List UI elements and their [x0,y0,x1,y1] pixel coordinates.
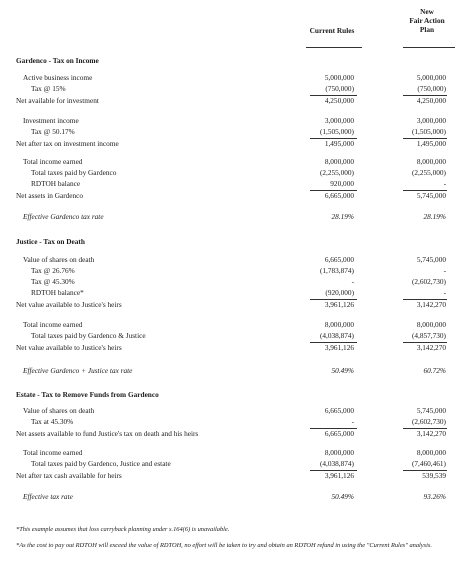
table-row [0,299,467,310]
current-value: 1,495,000 [324,139,354,148]
row-label: Value of shares on death [23,255,95,264]
row-label: Tax @ 15% [31,84,66,93]
section-title: Estate - Tax to Remove Funds from Gardenco [16,390,159,399]
row-label: Active business income [23,73,93,82]
current-value: (1,783,874) [319,266,354,275]
table-row-rate [0,491,467,502]
table-row [0,405,467,416]
section-title: Gardenco - Tax on Income [16,56,99,65]
new-value: 8,000,000 [416,320,446,329]
table-row [0,126,467,137]
new-value: 60.72% [423,366,446,375]
current-value: 8,000,000 [324,157,354,166]
current-value: (2,255,000) [319,168,354,177]
column-header-current-rules: Current Rules [309,26,355,35]
table-row [0,115,467,126]
table-row [0,330,467,341]
table-row [0,287,467,298]
new-value: (2,602,730) [411,417,446,426]
table-row [0,265,467,276]
current-value: 3,961,126 [324,343,354,352]
table-row [0,319,467,330]
current-value: - [351,417,354,426]
table-row [0,156,467,167]
current-value: - [351,277,354,286]
current-value: 3,961,126 [324,471,354,480]
current-value: (4,038,874) [319,331,354,340]
new-value: 5,745,000 [416,406,446,415]
new-value: 3,000,000 [416,116,446,125]
new-value: 539,539 [422,471,446,480]
column-header-line: Fair Action [409,16,445,26]
current-value: (750,000) [325,84,354,93]
row-label: Net after tax cash available for heirs [16,471,122,480]
current-value: 6,665,000 [324,429,354,438]
row-label: Effective tax rate [23,492,73,501]
table-row [0,470,467,481]
new-value: - [443,266,446,275]
table-row [0,458,467,469]
current-value: 3,000,000 [324,116,354,125]
header-underline-new [403,47,455,48]
current-value: (920,000) [325,288,354,297]
row-label: Total income earned [23,448,83,457]
table-row [0,167,467,178]
column-header-line: Plan [419,25,435,35]
column-header-fair-action-plan [396,7,458,35]
current-value: 8,000,000 [324,320,354,329]
row-label: Effective Gardenco tax rate [23,212,104,221]
new-value: (4,857,730) [411,331,446,340]
new-value: 1,495,000 [416,139,446,148]
row-label: Net value available to Justice's heirs [16,300,122,309]
table-row [0,447,467,458]
new-value: 28.19% [423,212,446,221]
section-title-gardenco [0,55,467,66]
current-value: 50.49% [331,492,354,501]
current-value: (1,505,000) [319,127,354,136]
footnote: *This example assumes that loss carryback planning under s.164(6) is unavailable. [16,526,230,533]
table-row [0,95,467,106]
new-value: 8,000,000 [416,157,446,166]
table-row [0,276,467,287]
current-value: (4,038,874) [319,459,354,468]
table-row [0,416,467,427]
row-label: Net after tax on investment income [16,139,119,148]
new-value: - [443,288,446,297]
new-value: - [443,179,446,188]
new-value: (2,255,000) [411,168,446,177]
current-value: 50.49% [331,366,354,375]
new-value: (1,505,000) [411,127,446,136]
row-label: RDTOH balance [31,179,81,188]
new-value: 5,745,000 [416,191,446,200]
current-value: 4,250,000 [324,96,354,105]
row-label: Net available for investment [16,96,99,105]
table-row-rate [0,211,467,222]
new-value: 3,142,270 [416,343,446,352]
table-row [0,138,467,149]
footnote: *As the cost to pay out RDTOH will exceed the value of RDTOH, no effort will be taken to try and obtain an RDTOH refund in using the "Current Rules" analysis. [16,542,432,549]
new-value: 5,745,000 [416,255,446,264]
new-value: 4,250,000 [416,96,446,105]
new-value: 8,000,000 [416,448,446,457]
table-row [0,342,467,353]
current-value: 5,000,000 [324,73,354,82]
new-value: 3,142,270 [416,429,446,438]
row-label: RDTOH balance* [31,288,84,297]
row-label: Net value available to Justice's heirs [16,343,122,352]
row-label: Net assets in Gardenco [16,191,84,200]
row-label: Total taxes paid by Gardenco [31,168,117,177]
table-row [0,72,467,83]
row-label: Net assets available to fund Justice's tax on death and his heirs [16,429,199,438]
row-label: Value of shares on death [23,406,95,415]
current-value: 920,000 [330,179,354,188]
new-value: (7,460,461) [411,459,446,468]
new-value: 5,000,000 [416,73,446,82]
row-label: Tax at 45.30% [31,417,74,426]
section-title-estate [0,389,467,400]
row-label: Effective Gardenco + Justice tax rate [23,366,133,375]
current-value: 6,665,000 [324,255,354,264]
table-row [0,254,467,265]
row-label: Tax @ 50.17% [31,127,75,136]
new-value: 93.26% [423,492,446,501]
new-value: (2,602,730) [411,277,446,286]
current-value: 28.19% [331,212,354,221]
table-row [0,178,467,189]
row-label: Tax @ 45.30% [31,277,75,286]
section-title-justice [0,236,467,247]
current-value: 3,961,126 [324,300,354,309]
row-label: Total income earned [23,320,83,329]
new-value: 3,142,270 [416,300,446,309]
table-row [0,83,467,94]
new-value: (750,000) [417,84,446,93]
row-label: Total taxes paid by Gardenco & Justice [31,331,146,340]
section-title: Justice - Tax on Death [16,237,85,246]
row-label: Total taxes paid by Gardenco, Justice and estate [31,459,171,468]
current-value: 6,665,000 [324,191,354,200]
table-row [0,190,467,201]
row-label: Total income earned [23,157,83,166]
table-row-rate [0,365,467,376]
row-label: Tax @ 26.76% [31,266,75,275]
table-row [0,428,467,439]
column-header-line: New [420,7,434,16]
current-value: 8,000,000 [324,448,354,457]
row-label: Investment income [23,116,79,125]
current-value: 6,665,000 [324,406,354,415]
header-underline-current [306,47,362,48]
